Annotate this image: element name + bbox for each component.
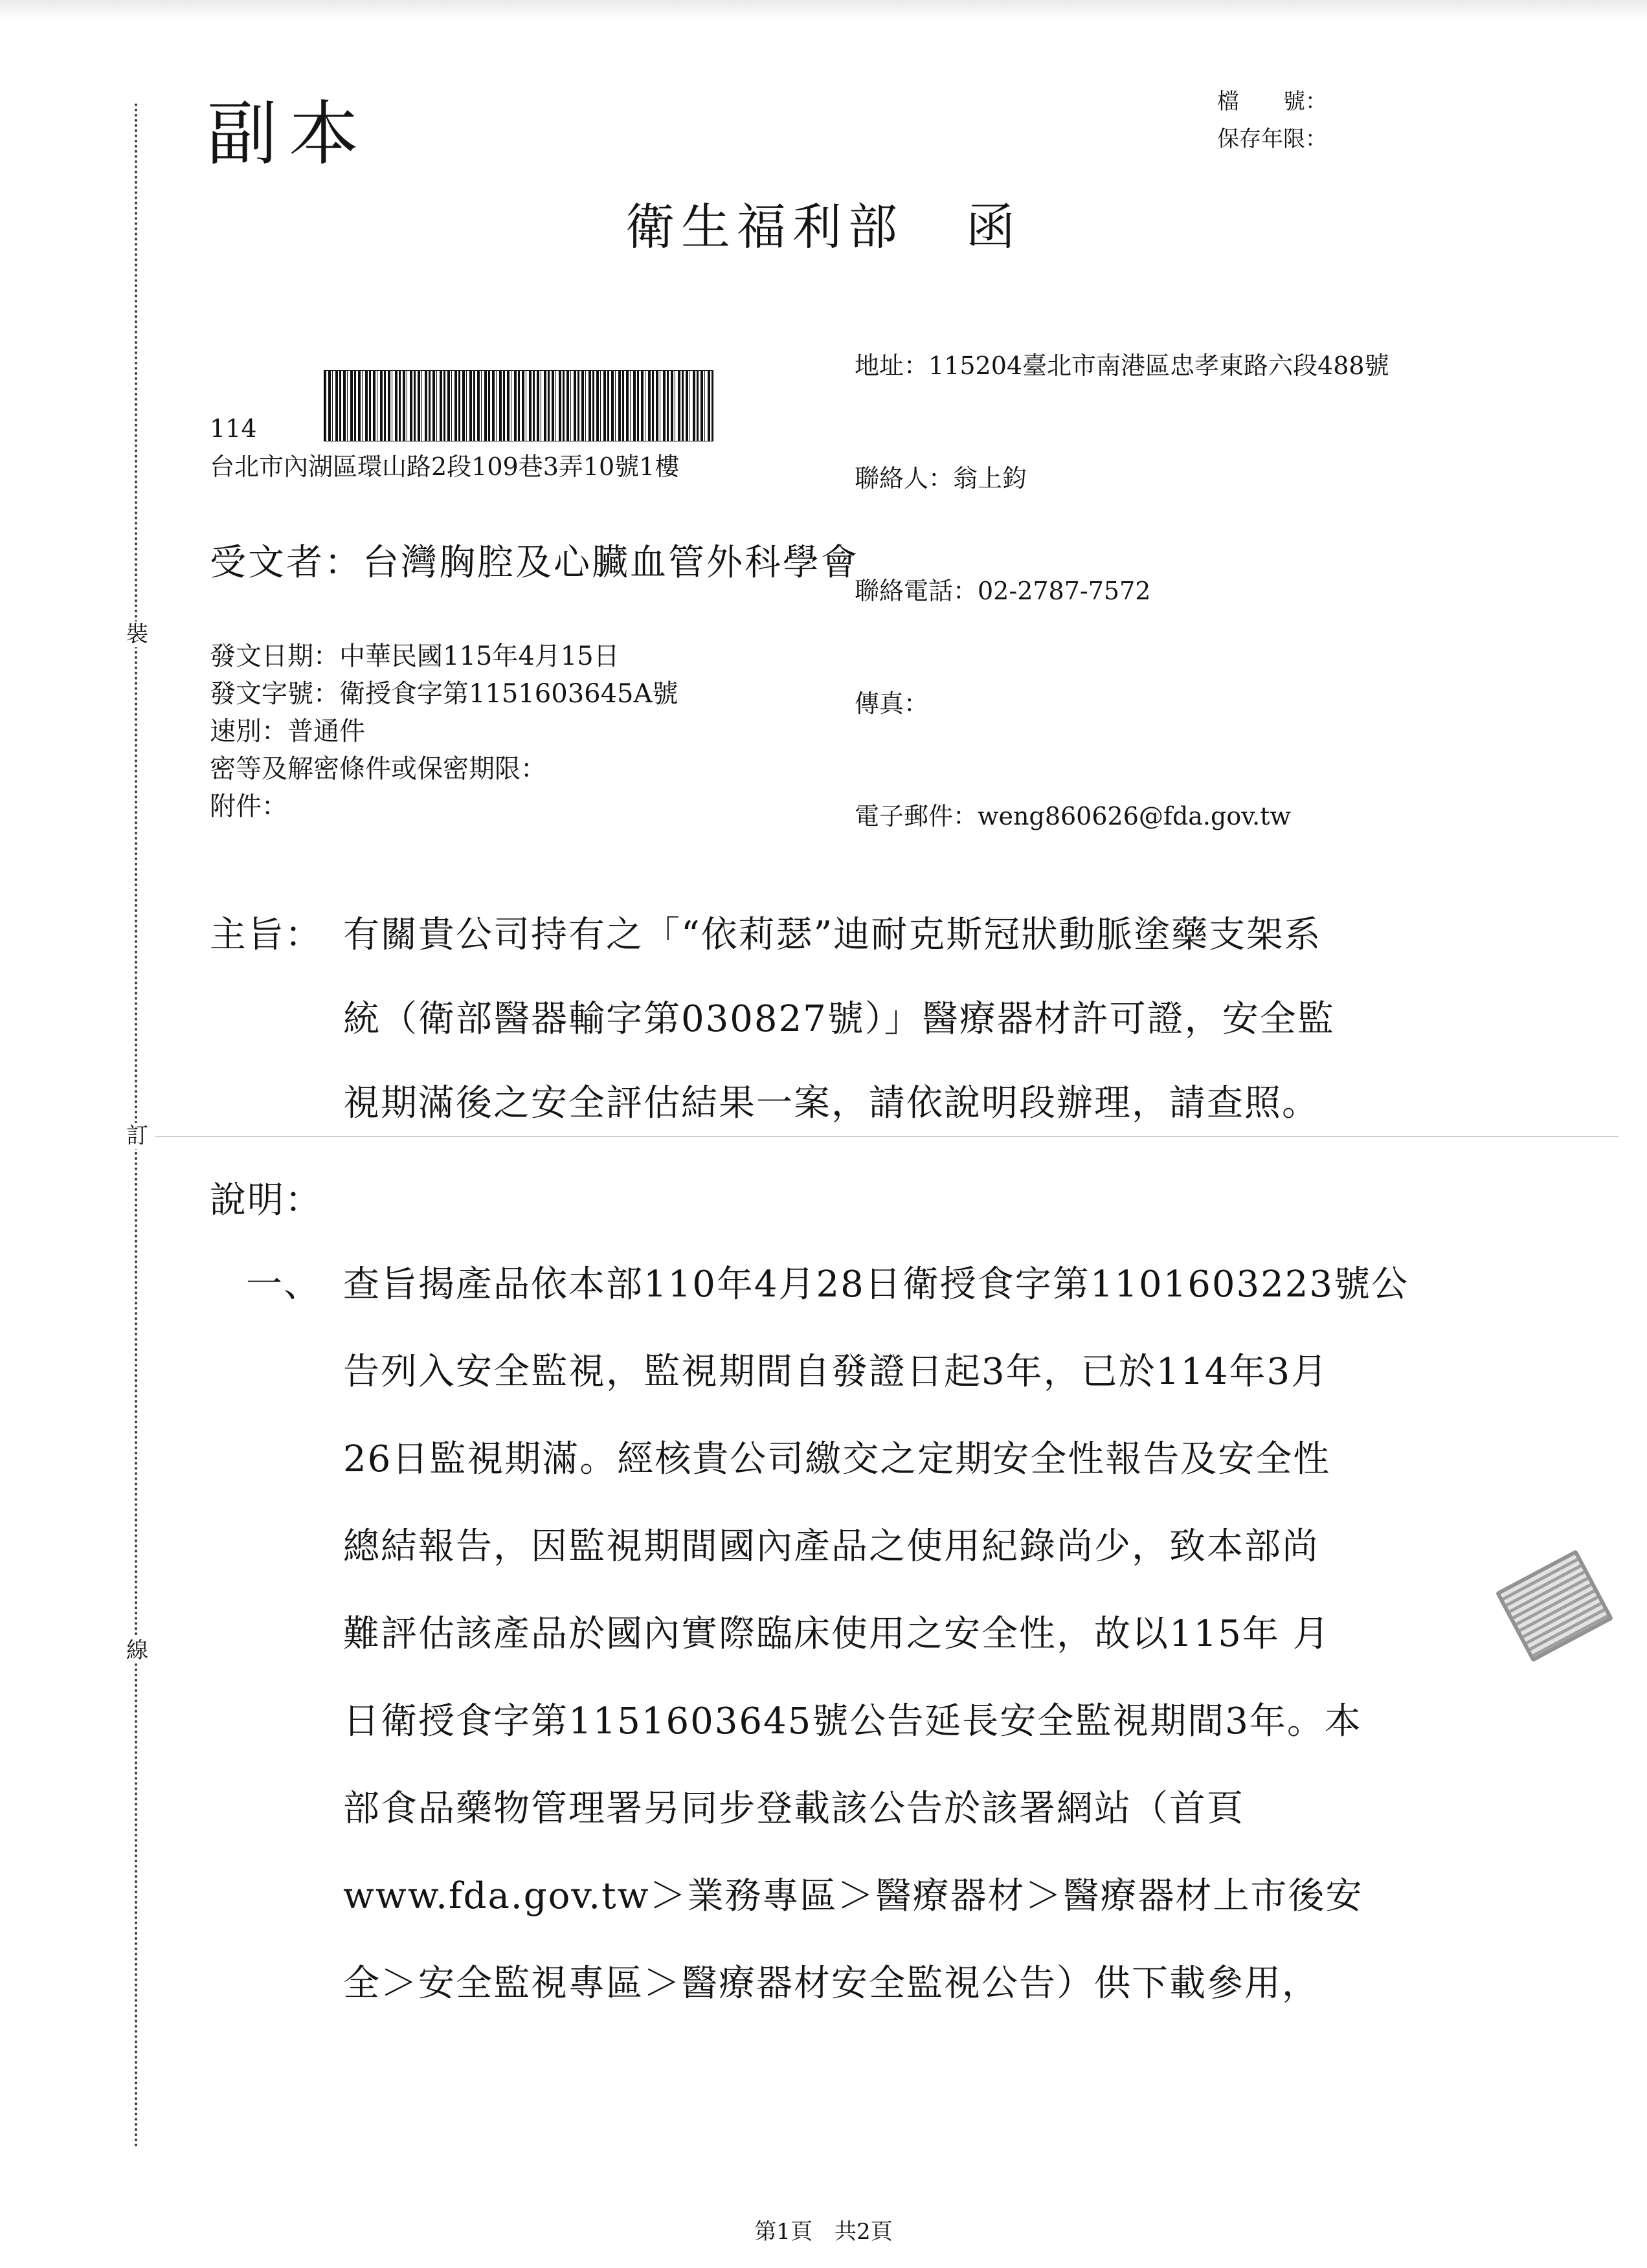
doc-type: 函 [966,198,1022,256]
attachments: 附件： [210,792,287,821]
item-line: 查旨揭產品依本部110年4月28日衛授食字第1101603223號公 [343,1263,1409,1306]
zip-code: 114 [210,414,257,443]
subject-line: 有關貴公司持有之「“依莉瑟”迪耐克斯冠狀動脈塗藥支架系 [343,914,1322,956]
item-line: 部食品藥物管理署另同步登載該公告於該署網站（首頁 [343,1788,1244,1830]
retention-label: 保存年限： [1217,126,1327,152]
contact-block [855,272,1389,873]
subject-label: 主旨： [210,914,322,956]
contact-email: 電子郵件：weng860626@fda.gov.tw [855,802,1292,830]
item-line: 難評估該產品於國內實際臨床使用之安全性，故以115年 月 [343,1613,1330,1655]
received-stamp [1496,1550,1614,1662]
issue-date: 發文日期：中華民國115年4月15日 [210,641,620,671]
item-number: 一、 [246,1263,321,1306]
agency-name: 衛生福利部 [625,198,904,256]
item-line: 26日監視期滿。經核貴公司繳交之定期安全性報告及安全性 [343,1438,1331,1480]
binding-mark-ding: 訂 [124,1123,150,1149]
binding-mark-xian: 線 [124,1638,150,1663]
recipient: 受文者：台灣胸腔及心臟血管外科學會 [210,542,859,584]
item-line: www.fda.gov.tw＞業務專區＞醫療器材＞醫療器材上市後安 [343,1875,1363,1917]
item-line: 日衛授食字第1151603645號公告延長安全監視期間3年。本 [343,1700,1362,1742]
scan-edge-shadow [0,0,1647,19]
binding-mark-zhuang: 裝 [124,621,150,647]
document-meta [210,638,678,825]
item-line: 總結報告，因監視期間國內產品之使用紀錄尚少，致本部尚 [343,1526,1319,1568]
subject-line: 統（衛部醫器輸字第030827號）」醫療器材許可證，安全監 [343,998,1335,1040]
contact-phone: 聯絡電話：02-2787-7572 [855,577,1151,605]
recipient-address: 台北市內湖區環山路2段109巷3弄10號1樓 [210,452,680,481]
file-meta [1217,83,1327,158]
explanation-label: 說明： [210,1179,322,1221]
barcode [324,370,713,441]
fold-crease [155,1136,1619,1137]
item-line: 全＞安全監視專區＞醫療器材安全監視公告）供下載參用， [343,1962,1319,2005]
subject-line: 視期滿後之安全評估結果一案，請依說明段辦理，請查照。 [343,1082,1319,1124]
urgency: 速別：普通件 [210,717,365,746]
page-footer: 第1頁 共2頁 [754,2219,893,2245]
contact-person: 聯絡人：翁上鈞 [855,464,1027,493]
document-title [0,188,1647,258]
copy-mark: 副本 [207,94,371,175]
document-number: 發文字號：衛授食字第1151603645A號 [210,679,678,709]
contact-fax: 傳真： [855,689,929,718]
contact-address: 地址：115204臺北市南港區忠孝東路六段488號 [855,351,1389,380]
confidentiality: 密等及解密條件或保密期限： [210,754,546,784]
file-number-label: 檔 號： [1217,89,1327,115]
item-line: 告列入安全監視，監視期間自發證日起3年，已於114年3月 [343,1351,1329,1393]
